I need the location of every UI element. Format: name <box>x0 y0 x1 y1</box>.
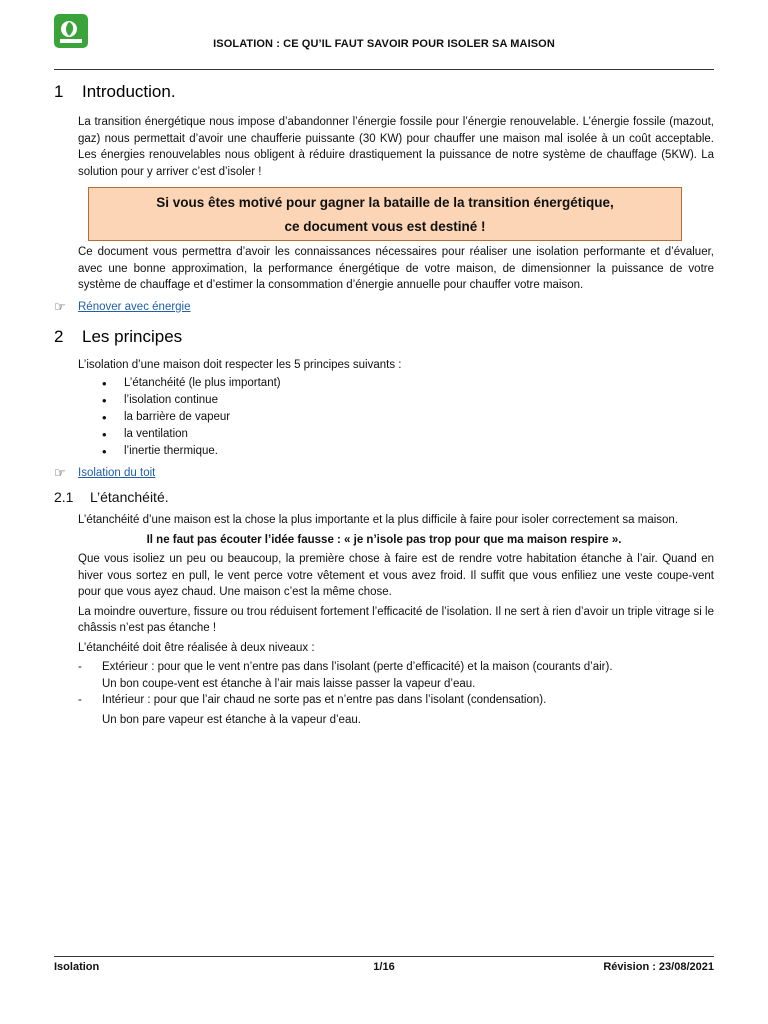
pointing-hand-icon: ☞ <box>54 465 66 480</box>
section-2-heading <box>54 327 714 347</box>
section-number: 2.1 <box>54 489 74 505</box>
section-title: Les principes <box>82 326 183 346</box>
list-item: • la ventilation <box>102 426 714 443</box>
principles-intro: L’isolation d’une maison doit respecter les 5 principes suivants : <box>78 358 402 371</box>
dash-marker: - <box>78 661 82 673</box>
section-title: L’étanchéité. <box>90 489 169 505</box>
etancheite-paragraph-2: Que vous isoliez un peu ou beaucoup, la première chose à faire est de rendre votre habitation étanche à l’air. Quand en hiver vous sortez en pull, le vent perce votre vêtement et vous avez froid. Il suffit que vous enfiliez une veste coupe-vent pour que vous ayez chaud. Une maison c’est la même chose. <box>78 553 714 598</box>
link-row-toit <box>54 465 714 481</box>
dash-item-interieur <box>78 692 714 709</box>
header-divider <box>54 69 714 70</box>
callout-box <box>88 187 682 241</box>
principles-list <box>54 375 714 460</box>
etancheite-paragraph-1: L’étanchéité d’une maison est la chose la plus importante et la plus difficile à faire pour isoler correctement sa maison. <box>78 514 679 526</box>
section-1-heading <box>54 82 714 102</box>
intro-paragraph: La transition énergétique nous impose d’abandonner l’énergie fossile pour l’énergie renouvelable. L’énergie fossile (mazout, gaz) nous permettait d’avoir une chaufferie puissante (30 KW) pour chauffer une maison mal isolée à un coût acceptable. Les énergies renouvelables nous obligent à réduire drastiquement la puissance de notre système de chauffage (5KW). La solution pour y arriver c’est d’isoler ! <box>78 116 714 178</box>
document-body <box>54 82 714 728</box>
footer-left: Isolation <box>54 961 100 973</box>
list-item: • la barrière de vapeur <box>102 409 714 426</box>
section-2-1-heading <box>54 489 714 505</box>
etancheite-paragraph-4: L’étanchéité doit être réalisée à deux niveaux : <box>78 641 315 654</box>
list-item: • L’étanchéité (le plus important) <box>102 375 714 392</box>
dash-item-exterieur <box>78 659 714 676</box>
section-number: 2 <box>54 326 64 346</box>
dash-marker: - <box>78 694 82 706</box>
footer-divider <box>54 956 714 957</box>
section-number: 1 <box>54 82 64 101</box>
list-item: • l’inertie thermique. <box>102 443 714 460</box>
page-number: 1/16 <box>373 961 395 973</box>
callout-line-2: ce document vous est destiné ! <box>284 218 486 234</box>
etancheite-paragraph-3: La moindre ouverture, fissure ou trou réduisent fortement l’efficacité de l’isolation. Il ne sert à rien d’avoir un triple vitrage si le châssis n’est pas étanche ! <box>78 605 714 634</box>
purpose-paragraph: Ce document vous permettra d’avoir les connaissances nécessaires pour réaliser une isolation performante et d’évaluer, avec une bonne approximation, la performance énergétique de votre maison, de dimensionner la puissance de votre système de chauffage et d’estimer la consommation d’énergie annuelle pour chauffer votre maison. <box>78 246 714 291</box>
revision-date: Révision : 23/08/2021 <box>603 961 714 973</box>
link-isolation-du-toit[interactable]: Isolation du toit <box>78 467 156 479</box>
dash-continuation: Un bon coupe-vent est étanche à l’air mais laisse passer la vapeur d’eau. <box>102 677 476 690</box>
dash-text: Extérieur : pour que le vent n’entre pas dans l’isolant (perte d’efficacité) et la maison (courants d’air). <box>102 661 613 673</box>
dash-continuation: Un bon pare vapeur est étanche à la vapeur d’eau. <box>102 713 361 726</box>
link-renover-avec-energie[interactable]: Rénover avec énergie <box>78 300 191 313</box>
pointing-hand-icon: ☞ <box>54 298 66 314</box>
etancheite-quote: Il ne faut pas écouter l’idée fausse : « je n’isole pas trop pour que ma maison respire ». <box>146 533 622 546</box>
link-row-renover <box>54 299 714 315</box>
list-item: • l’isolation continue <box>102 392 714 409</box>
page-footer <box>54 961 714 973</box>
callout-line-1: Si vous êtes motivé pour gagner la bataille de la transition énergétique, <box>156 194 614 210</box>
dash-text: Intérieur : pour que l’air chaud ne sorte pas et n’entre pas dans l’isolant (condensation). <box>102 694 547 706</box>
header-title: ISOLATION : CE QU’IL FAUT SAVOIR POUR ISOLER SA MAISON <box>213 38 555 50</box>
section-title: Introduction. <box>82 82 176 101</box>
